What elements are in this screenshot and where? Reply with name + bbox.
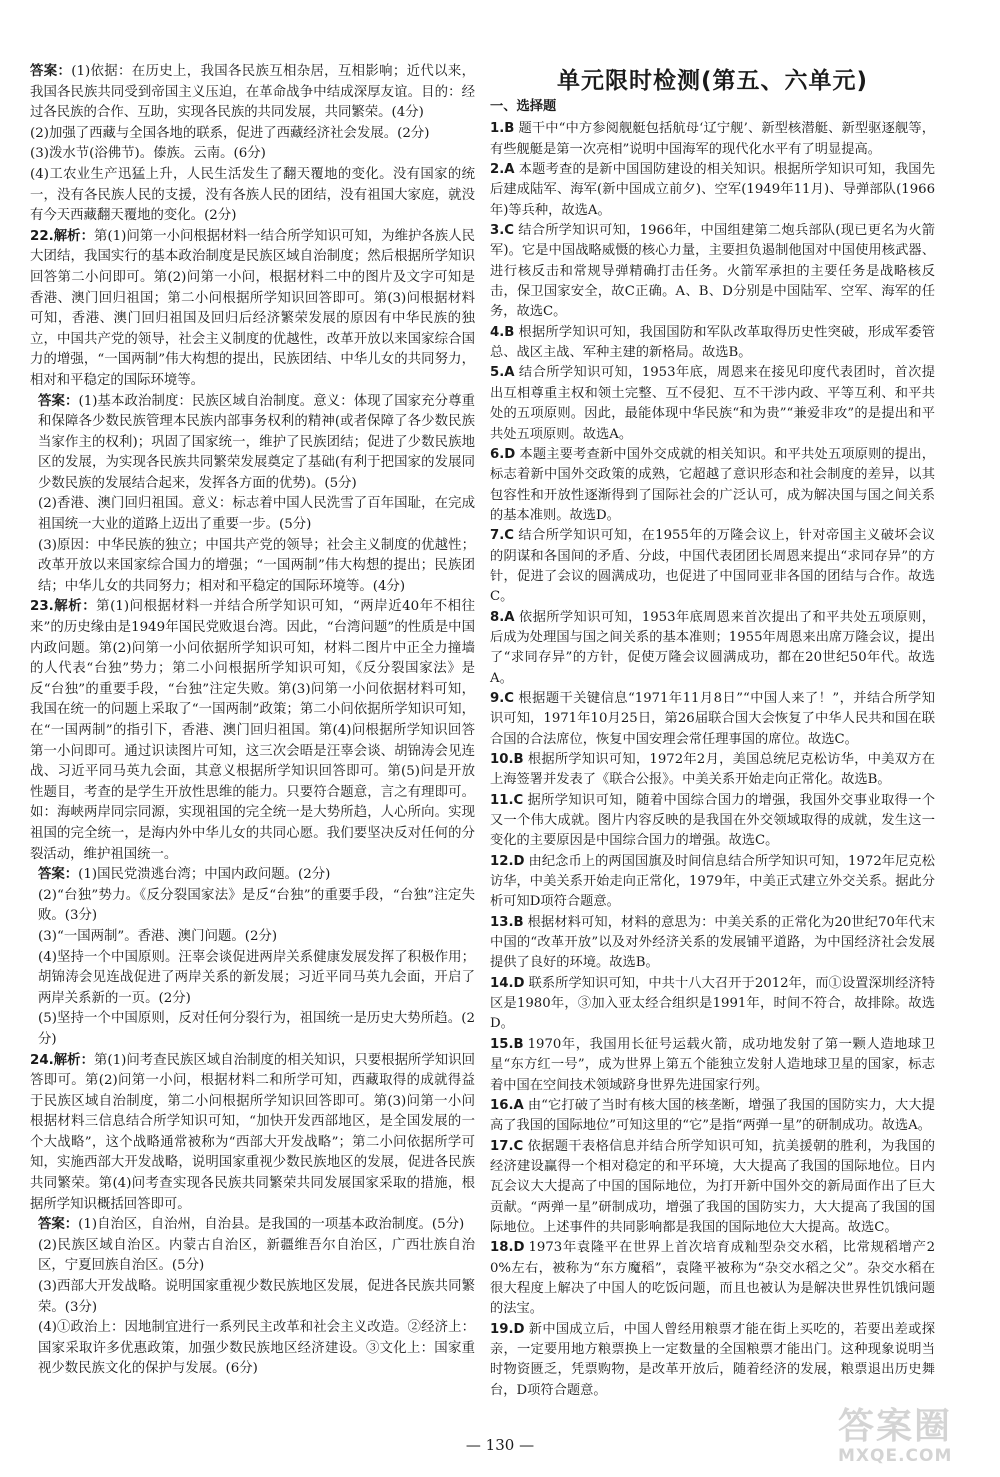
- answer-block-21: [30, 62, 475, 227]
- choice-answer-item: [490, 221, 935, 323]
- item-number: 14.D: [490, 975, 525, 991]
- section-heading: 一、选择题: [490, 99, 557, 114]
- answer-line: (4)坚持一个中国原则。汪辜会谈促进两岸关系健康发展发挥了积极作用；胡锦涛会见连战促进了两岸关系的新发展；习近平同马英九会面，开启了两岸关系新的一页。(2分): [38, 949, 475, 1006]
- choice-answer-item: [490, 1137, 935, 1239]
- section-title: 单元限时检测(第五、六单元): [556, 68, 869, 94]
- question-number: 23.: [30, 599, 54, 615]
- item-number: 9.C: [490, 690, 514, 706]
- item-explanation: 结合所学知识可知，在1955年的万隆会议上，针对帝国主义破坏会议的阴谋和各国间的矛盾、分歧，中国代表团团长周恩来提出“求同存异”的方针，促进了会议的圆满成功，也促进了中国同亚非各国的团结与合作。故选C。: [490, 528, 935, 605]
- answer-line: (3)西部大开发战略。说明国家重视少数民族地区发展，促进各民族共同繁荣。(3分): [38, 1279, 475, 1315]
- choice-answer-item: [490, 526, 935, 607]
- choice-answer-list: [490, 119, 935, 1401]
- item-number: 18.D: [490, 1240, 525, 1256]
- choice-answer-item: [490, 119, 935, 160]
- question-24: [30, 1051, 475, 1381]
- answer-label: 答案：: [38, 1217, 79, 1233]
- analysis-label: 解析：: [53, 228, 94, 244]
- answer-line: (4)①政治上：因地制宜进行一系列民主改革和社会主义改造。②经济上：国家采取许多优惠政策，加强少数民族地区经济建设。③文化上：国家重视少数民族文化的保护与发展。(6分): [38, 1320, 475, 1377]
- analysis-text: 第(1)问第一小问根据材料一结合所学知识可知，为维护各族人民大团结，我国实行的基本政治制度是民族区域自治制度；然后根据所学知识回答第二小问即可。第(2)问第一小问，根据材料二中的图片及文字可知是香港、澳门回归祖国；第二小问根据所学知识回答即可。第(3)问根据材料可知，香港、澳门回归祖国及回归后经济繁荣发展的原因有中华民族的独立，中国共产党的领导，社会主义制度的优越性，改革开放以来国家综合国力的增强，“一国两制”伟大构想的提出，民族团结、中华儿女的共同努力，相对和平稳定的国际环境等。: [30, 228, 476, 388]
- analysis-label: 解析：: [53, 1052, 94, 1068]
- answer-line: (2)加强了西藏与全国各地的联系，促进了西藏经济社会发展。(2分): [30, 125, 430, 141]
- choice-answer-item: [490, 750, 935, 791]
- analysis-text: 第(1)问考查民族区域自治制度的相关知识，只要根据所学知识回答即可。第(2)问第一小问，根据材料二和所学可知，西藏取得的成就得益于民族区域自治制度，第二小问根据所学知识回答即可。第(3)问第一小问根据材料三信息结合所学知识可知，“加快开发西部地区，是全国发展的一个大战略”，这个战略通常被称为“西部大开发战略”；第二小问依据所学可知，实施西部大开发战略，说明国家重视少数民族地区的发展，促进各民族共同繁荣。第(4)问考查实现各民族共同繁荣共同发展国家采取的措施，根据所学知识概括回答即可。: [30, 1052, 476, 1212]
- watermark-url: MXQE.COM: [838, 1446, 953, 1466]
- answer-label: 答案：: [30, 64, 72, 79]
- answer-line: (2)“台独”势力。《反分裂国家法》是反“台独”的重要手段，“台独”注定失败。(3分): [38, 887, 475, 924]
- answer-line: (1)自治区，自治州，自治县。是我国的一项基本政治制度。(5分): [78, 1217, 465, 1233]
- answer-line: (2)香港、澳门回归祖国。意义：标志着中国人民洗雪了百年国耻，在完成祖国统一大业的道路上迈出了重要一步。(5分): [38, 496, 475, 533]
- item-number: 17.C: [490, 1138, 524, 1154]
- item-explanation: 新中国成立后，中国人曾经用粮票才能在街上买吃的，若要出差或探亲，一定要用地方粮票换上一定数量的全国粮票才能出门。这种现象说明当时物资匮乏，凭票购物，是改革开放后，随着经济的发展，粮票退出历史舞台，D项符合题意。: [490, 1321, 935, 1398]
- item-number: 15.B: [490, 1036, 524, 1052]
- choice-answer-item: [490, 1320, 935, 1401]
- answer-line: (1)依据：在历史上，我国各民族互相杂居，互相影响；近代以来，我国各民族共同受到帝国主义压迫，在革命战争中结成深厚友谊。目的：经过各民族的合作、互助，实现各民族的共同发展，共同繁荣。(4分): [30, 64, 476, 121]
- answer-line: (3)原因：中华民族的独立；中国共产党的领导；社会主义制度的优越性；改革开放以来国家综合国力的增强；“一国两制”伟大构想的提出；民族团结；中华儿女的共同努力；相对和平稳定的国际环境等。(4分): [38, 537, 475, 594]
- question-number: 24.: [30, 1052, 54, 1068]
- watermark-logo: [838, 1407, 988, 1469]
- item-number: 2.A: [490, 162, 515, 178]
- answer-line: (3)“一国两制”。香港、澳门问题。(2分): [38, 928, 278, 944]
- watermark-mark: 答案圈: [838, 1406, 953, 1447]
- item-number: 3.C: [490, 223, 514, 239]
- item-number: 16.A: [490, 1097, 524, 1113]
- item-explanation: 根据所学知识可知，我国国防和军队改革取得历史性突破，形成军委管总、战区主战、军种主建的新格局。故选B。: [490, 324, 935, 361]
- left-column: [30, 62, 475, 1380]
- item-number: 8.A: [490, 609, 515, 625]
- item-number: 10.B: [490, 752, 524, 767]
- answer-line: (4)工农业生产迅猛上升，人民生活发生了翻天覆地的变化。没有国家的统一，没有各民族人民的支援，没有各族人民的团结，没有祖国大家庭，就没有今天西藏翻天覆地的变化。(2分): [30, 166, 475, 224]
- page: [30, 62, 980, 1422]
- analysis-text: 第(1)问根据材料一并结合所学知识可知，“两岸近40年不相往来”的历史缘由是1949年国民党败退台湾。因此，“台湾问题”的性质是中国内政问题。第(2)问第一小问依据所学知识可知，材料二图片中正全力撞墙的人代表“台独”势力；第二小问根据所学知识可知，《反分裂国家法》是反“台独”的重要手段，“台独”注定失败。第(3)问第一小问依据材料可知，我国在统一的问题上采取了“一国两制”政策；第二小问依据所学知识可知，在“一国两制”的指引下，香港、澳门回归祖国。第(4)问根据所学知识回答第一小问即可。通过识读图片可知，这三次会晤是汪辜会谈、胡锦涛会见连战、习近平同马英九会面，其意义根据所学知识回答即可。第(5)问是开放性题目，考查的是学生开放性思维的能力。只要符合题意，言之有理即可。如：海峡两岸同宗同源，实现祖国的完全统一是大势所趋，人心所向。实现祖国的完全统一，是海内外中华儿女的共同心愿。我们要坚决反对任何的分裂活动，维护祖国统一。: [30, 599, 475, 862]
- item-number: 6.D: [490, 446, 516, 462]
- item-explanation: 结合所学知识可知，1966年，中国组建第二炮兵部队(现已更名为火箭军)。它是中国战略威慑的核心力量，主要担负遏制他国对中国使用核武器、进行核反击和常规导弹精确打击任务。火箭军承担的主要任务是战略核反击，保卫国家安全，故C正确。A、B、D分别是中国陆军、空军、海军的任务，故选C。: [490, 223, 935, 320]
- answer-label: 答案：: [38, 867, 79, 883]
- choice-answer-item: [490, 689, 935, 750]
- choice-answer-item: [490, 974, 935, 1035]
- item-explanation: 依据题干表格信息并结合所学知识可知，抗美援朝的胜利，为我国的经济建设赢得一个相对稳定的和平环境，大大提高了我国的国际地位。日内瓦会议大大提高了中国的国际地位，为打开新中国外交的新局面作出了巨大贡献。“两弹一星”研制成功，增强了我国的国防实力，大大提高了我国的国际地位。上述事件的共同影响都是我国的国际地位大大提高。故选C。: [490, 1138, 935, 1235]
- answer-line: (1)基本政治制度：民族区域自治制度。意义：体现了国家充分尊重和保障各少数民族管理本民族内部事务权利的精神(或者保障了各少数民族当家作主的权利)；巩固了国家统一，维护了民族团结；促进了少数民族地区的发展，为实现各民族共同繁荣发展奠定了基础(有利于把国家的发展同少数民族的发展结合起来，发挥各方面的优势)。(5分): [38, 393, 476, 491]
- choice-answer-item: [490, 160, 935, 221]
- page-number: — 130 —: [465, 1436, 535, 1454]
- item-number: 4.B: [490, 324, 515, 340]
- choice-answer-item: [490, 852, 935, 913]
- item-explanation: 根据所学知识可知，1972年2月，美国总统尼克松访华，中美双方在上海签署并发表了《联合公报》。中美关系开始走向正常化。故选B。: [490, 752, 935, 788]
- item-number: 11.C: [490, 792, 524, 808]
- item-explanation: 结合所学知识可知，1953年底，周恩来在接见印度代表团时，首次提出互相尊重主权和领土完整、互不侵犯、互不干涉内政、平等互利、和平共处的五项原则。因此，最能体现中华民族“和为贵”“兼爱非攻”的是提出和平共处五项原则。故选A。: [490, 365, 935, 442]
- answer-line: (5)坚持一个中国原则，反对任何分裂行为，祖国统一是历史大势所趋。(2分): [38, 1011, 475, 1047]
- item-explanation: 1970年，我国用长征号运载火箭，成功地发射了第一颗人造地球卫星“东方红一号”，成为世界上第五个能独立发射人造地球卫星的国家，标志着中国在空间技术领域跻身世界先进国家行列。: [490, 1036, 935, 1093]
- choice-answer-item: [490, 323, 935, 364]
- choice-answer-item: [490, 1238, 935, 1319]
- item-number: 1.B: [490, 121, 515, 137]
- question-number: 22.: [30, 228, 54, 244]
- right-column: [490, 62, 935, 1401]
- item-explanation: 联系所学知识可知，中共十八大召开于2012年，而①设置深圳经济特区是1980年，③加入亚太经合组织是1991年，时间不符合，故排除。故选D。: [490, 975, 935, 1032]
- item-explanation: 根据题干关键信息“1971年11月8日”“中国人来了！”，并结合所学知识可知，1971年10月25日，第26届联合国大会恢复了中华人民共和国在联合国的合法席位，恢复中国安理会常任理事国的席位。故选C。: [490, 690, 935, 747]
- item-explanation: 根据材料可知，材料的意思为：中美关系的正常化为20世纪70年代末中国的“改革开放”以及对外经济关系的发展铺平道路，为中国经济社会发展提供了良好的环境。故选B。: [490, 914, 935, 971]
- item-explanation: 1973年袁隆平在世界上首次培育成籼型杂交水稻，比常规稻增产20%左右，被称为“东方魔稻”，袁隆平被称为“杂交水稻之父”。杂交水稻在很大程度上解决了中国人的吃饭问题，而且也被认为是解决世界性饥饿问题的法宝。: [490, 1240, 935, 1317]
- choice-answer-item: [490, 1035, 935, 1096]
- answer-line: (3)泼水节(浴佛节)。傣族。云南。(6分): [30, 146, 266, 162]
- choice-answer-item: [490, 363, 935, 444]
- item-explanation: 题干中“中方参阅舰艇包括航母‘辽宁舰’、新型核潜艇、新型驱逐舰等，有些舰艇是第一次亮相”说明中国海军的现代化水平有了明显提高。: [490, 121, 935, 157]
- item-number: 7.C: [490, 528, 514, 544]
- choice-answer-item: [490, 608, 935, 689]
- item-number: 13.B: [490, 914, 524, 930]
- answer-label: 答案：: [38, 393, 79, 409]
- answer-line: (1)国民党溃逃台湾；中国内政问题。(2分): [78, 867, 331, 883]
- item-explanation: 本题考查的是新中国国防建设的相关知识。根据所学知识可知，我国先后建成陆军、海军(新中国成立前夕)、空军(1949年11月)、导弹部队(1966年)等兵种，故选A。: [490, 162, 935, 218]
- item-explanation: 依据所学知识可知，1953年底周恩来首次提出了和平共处五项原则，后成为处理国与国之间关系的基本准则；1955年周恩来出席万隆会议，提出了“求同存异”的方针，促使万隆会议圆满成功，都在20世纪50年代。故选A。: [490, 609, 935, 686]
- choice-answer-item: [490, 913, 935, 974]
- item-explanation: 据所学知识可知，随着中国综合国力的增强，我国外交事业取得一个又一个伟大成就。图片内容反映的是我国在外交领域取得的成就，发生这一变化的主要原因是中国综合国力的增强。故选C。: [490, 792, 935, 849]
- analysis-label: 解析：: [53, 599, 97, 615]
- item-explanation: 本题主要考查新中国外交成就的相关知识。和平共处五项原则的提出，标志着新中国外交政策的成熟，它超越了意识形态和社会制度的差异，以其包容性和开放性逐渐得到了国际社会的广泛认可，成为解决国与国之间关系的基本准则。故选D。: [490, 446, 935, 523]
- choice-answer-item: [490, 1096, 935, 1137]
- answer-line: (2)民族区域自治区。内蒙古自治区，新疆维吾尔自治区，广西壮族自治区，宁夏回族自治区。(5分): [38, 1237, 475, 1274]
- choice-answer-item: [490, 445, 935, 526]
- item-number: 5.A: [490, 365, 515, 381]
- choice-answer-item: [490, 791, 935, 852]
- item-explanation: 由纪念币上的两国国旗及时间信息结合所学知识可知，1972年尼克松访华，中美关系开始走向正常化，1979年，中美正式建立外交关系。据此分析可知D项符合题意。: [490, 853, 935, 910]
- item-explanation: 由“它打破了当时有核大国的核垄断，增强了我国的国防实力，大大提高了我国的国际地位”可知这里的“它”是指“两弹一星”的研制成功。故选A。: [490, 1097, 935, 1134]
- item-number: 19.D: [490, 1321, 525, 1337]
- item-number: 12.D: [490, 853, 525, 869]
- question-22: [30, 227, 475, 598]
- question-23: [30, 597, 475, 1050]
